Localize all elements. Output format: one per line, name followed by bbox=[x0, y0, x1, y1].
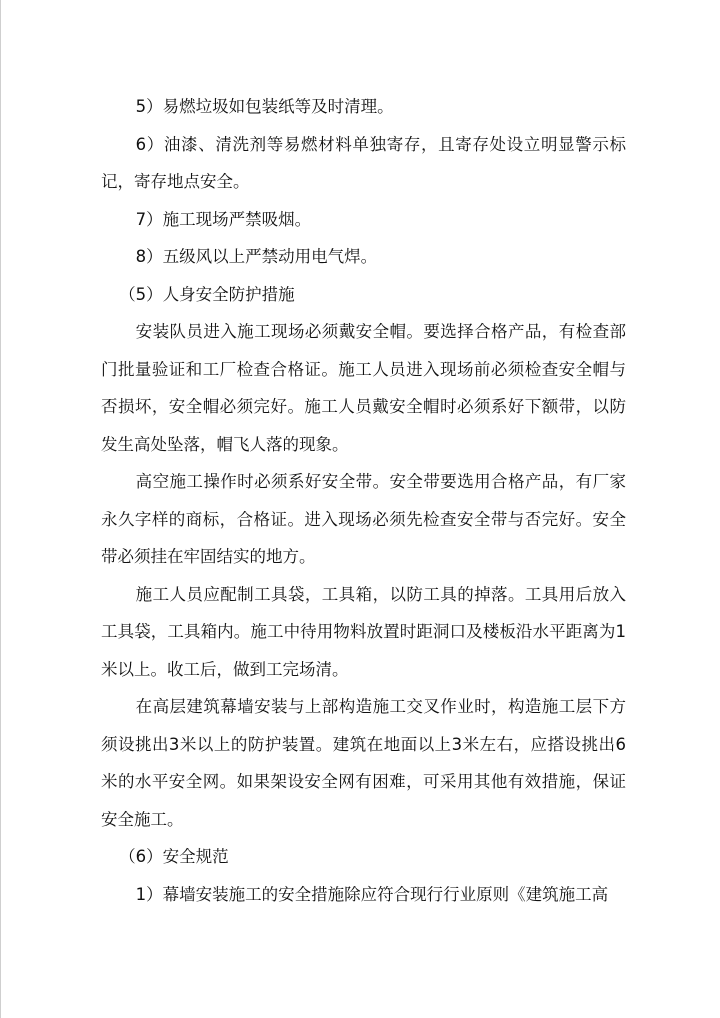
paragraph-tool-bag: 施工人员应配制工具袋，工具箱，以防工具的掉落。工具用后放入工具袋，工具箱内。施工中待用物料放置时距洞口及楼板沿水平距离为1米以上。收工后，做到工完场清。 bbox=[101, 584, 626, 679]
section-heading-personal-safety: （5）人身安全防护措施 bbox=[119, 284, 295, 304]
paragraph-protective-device: 在高层建筑幕墙安装与上部构造施工交叉作业时，构造施工层下方须设挑出3米以上的防护装置。建筑在地面以上3米左右，应搭设挑出6米的水平安全网。如果架设安全网有困难，可采用其他有效措施，保证安全施工。 bbox=[101, 697, 626, 829]
list-item-8: 8）五级风以上严禁动用电气焊。 bbox=[135, 247, 378, 266]
list-item-5: 5）易燃垃圾如包装纸等及时清理。 bbox=[135, 97, 394, 116]
list-item-1: 1）幕墙安装施工的安全措施除应符合现行行业原则《建筑施工高 bbox=[135, 884, 609, 904]
paragraph-safety-helmet: 安装队员进入施工现场必须戴安全帽。要选择合格产品，有检查部门批量验证和工厂检查合格证。施工人员进入现场前必须检查安全帽与否损坏，安全帽必须完好。施工人员戴安全帽时必须系好下额带，以防发生高处坠落，帽飞人落的现象。 bbox=[101, 322, 626, 454]
section-heading-safety-standards: （6）安全规范 bbox=[119, 847, 229, 866]
document-body bbox=[101, 88, 626, 913]
paragraph-safety-belt: 高空施工操作时必须系好安全带。安全带要选用合格产品，有厂家永久字样的商标，合格证。进入现场必须先检查安全带与否完好。安全带必须挂在牢固结实的地方。 bbox=[101, 472, 626, 566]
list-item-7: 7）施工现场严禁吸烟。 bbox=[135, 209, 312, 229]
list-item-6: 6）油漆、清洗剂等易燃材料单独寄存，且寄存处设立明显警示标记，寄存地点安全。 bbox=[101, 134, 626, 191]
